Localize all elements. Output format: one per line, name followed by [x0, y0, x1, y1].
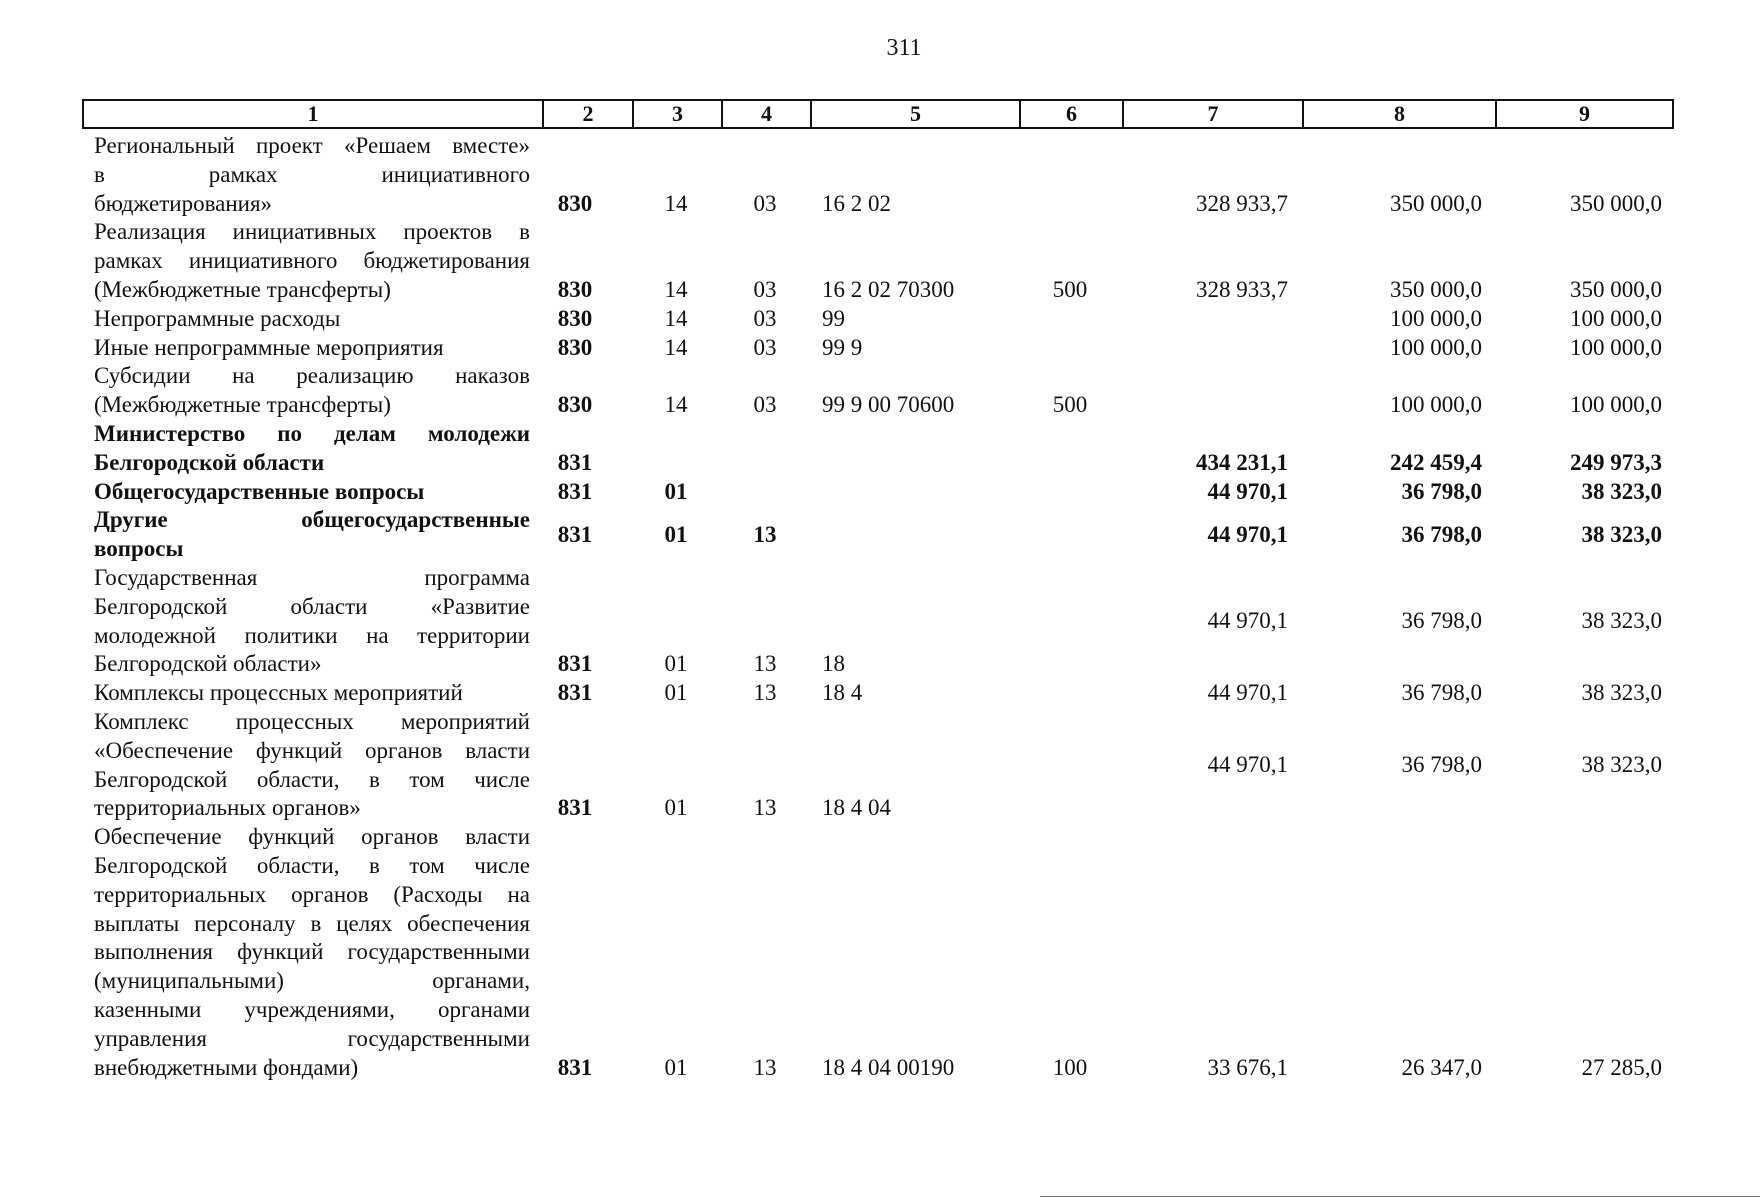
row-name-line: внебюджетными фондами) [94, 1054, 359, 1080]
row-name [94, 564, 530, 679]
header-col-3: 3 [634, 101, 723, 127]
table-header [82, 99, 1674, 129]
row-name [94, 218, 530, 304]
row-name-line: «Обеспечение функций органов власти [94, 737, 530, 763]
code-expense-type: 100 [1052, 1054, 1088, 1080]
amount-year-3: 27 285,0 [1581, 1054, 1662, 1080]
code-section: 14 [664, 334, 688, 360]
amount-year-3: 38 323,0 [1581, 521, 1662, 547]
code-target: 18 4 04 00190 [822, 1054, 955, 1080]
amount-year-1: 434 231,1 [1196, 449, 1288, 475]
row-name-line: территориальных органов» [94, 795, 361, 821]
row-name [94, 362, 530, 420]
row-name-line: казенными учреждениями, органами [94, 996, 530, 1022]
amount-year-2: 36 798,0 [1401, 478, 1482, 504]
amount-year-1: 44 970,1 [1207, 680, 1288, 706]
code-section: 01 [664, 478, 688, 504]
table-row [0, 334, 1760, 363]
code-admin: 831 [557, 449, 593, 475]
code-section: 01 [664, 521, 688, 547]
code-expense-type: 500 [1052, 392, 1088, 418]
amount-year-2: 242 459,4 [1390, 449, 1482, 475]
row-name-line: рамках инициативного бюджетирования [94, 248, 530, 274]
row-name [94, 708, 530, 823]
amount-year-2: 36 798,0 [1401, 680, 1482, 706]
amount-year-3: 38 323,0 [1581, 478, 1662, 504]
row-name-line: бюджетирования» [94, 190, 273, 216]
row-name-line: Белгородской области [94, 449, 325, 475]
code-section: 14 [664, 305, 688, 331]
code-admin: 830 [557, 334, 593, 360]
amount-year-2: 100 000,0 [1390, 305, 1482, 331]
row-name [94, 506, 530, 564]
amount-year-1: 44 970,1 [1207, 608, 1288, 634]
row-name [94, 305, 530, 334]
amount-year-3: 38 323,0 [1581, 608, 1662, 634]
table-body [0, 132, 1760, 1082]
header-col-2: 2 [544, 101, 634, 127]
header-col-6: 6 [1021, 101, 1124, 127]
amount-year-2: 100 000,0 [1390, 334, 1482, 360]
amount-year-3: 38 323,0 [1581, 752, 1662, 778]
table-row [0, 132, 1760, 218]
amount-year-1: 44 970,1 [1207, 521, 1288, 547]
code-target: 16 2 02 [822, 190, 891, 216]
row-name [94, 420, 530, 478]
row-name-line: Обеспечение функций органов власти [94, 824, 530, 850]
amount-year-1: 44 970,1 [1207, 752, 1288, 778]
code-target: 18 4 04 [822, 795, 891, 821]
amount-year-2: 350 000,0 [1390, 276, 1482, 302]
row-name-line: Общегосударственные вопросы [94, 478, 425, 504]
row-name-line: в рамках инициативного [94, 161, 530, 187]
amount-year-3: 100 000,0 [1570, 334, 1662, 360]
row-name-line: молодежной политики на территории [94, 622, 530, 648]
code-section: 01 [664, 680, 688, 706]
code-section: 01 [664, 651, 688, 677]
code-section: 01 [664, 795, 688, 821]
table-row [0, 362, 1760, 420]
code-expense-type: 500 [1052, 276, 1088, 302]
code-subsection: 13 [753, 795, 777, 821]
amount-year-3: 350 000,0 [1570, 190, 1662, 216]
row-name-line: Министерство по делам молодежи [94, 420, 530, 446]
row-name-line: Субсидии на реализацию наказов [94, 363, 530, 389]
header-col-8: 8 [1304, 101, 1497, 127]
table-row [0, 679, 1760, 708]
amount-year-1: 328 933,7 [1196, 276, 1288, 302]
code-subsection: 03 [753, 334, 777, 360]
table-row [0, 564, 1760, 679]
row-name-line: Региональный проект «Решаем вместе» [94, 133, 530, 158]
row-name [94, 478, 530, 507]
header-col-7: 7 [1124, 101, 1304, 127]
row-name-line: выполнения функций государственными [94, 939, 530, 965]
code-section: 14 [664, 392, 688, 418]
table-row [0, 478, 1760, 507]
row-name [94, 679, 530, 708]
amount-year-1: 44 970,1 [1207, 478, 1288, 504]
row-name [94, 132, 530, 218]
code-subsection: 13 [753, 521, 777, 547]
row-name-line: Белгородской области «Развитие [94, 593, 530, 619]
row-name [94, 334, 530, 363]
row-name-line: Комплексы процессных мероприятий [94, 680, 463, 706]
row-name-line: (Межбюджетные трансферты) [94, 276, 391, 302]
row-name-line: территориальных органов (Расходы на [94, 881, 530, 907]
row-name-line: Белгородской области, в том числе [94, 766, 530, 792]
code-target: 18 4 [822, 680, 863, 706]
table-row [0, 506, 1760, 564]
amount-year-2: 100 000,0 [1390, 392, 1482, 418]
code-admin: 830 [557, 276, 593, 302]
code-subsection: 03 [753, 305, 777, 331]
amount-year-2: 26 347,0 [1401, 1054, 1482, 1080]
code-admin: 830 [557, 305, 593, 331]
table-row [0, 305, 1760, 334]
amount-year-3: 350 000,0 [1570, 276, 1662, 302]
amount-year-2: 350 000,0 [1390, 190, 1482, 216]
amount-year-2: 36 798,0 [1401, 752, 1482, 778]
row-name-line: Реализация инициативных проектов в [94, 219, 530, 245]
code-subsection: 03 [753, 392, 777, 418]
header-col-5: 5 [812, 101, 1021, 127]
amount-year-3: 100 000,0 [1570, 392, 1662, 418]
table-row [0, 218, 1760, 304]
code-admin: 831 [557, 1054, 593, 1080]
code-subsection: 03 [753, 190, 777, 216]
code-target: 16 2 02 70300 [822, 276, 955, 302]
row-name [94, 823, 530, 1082]
row-name-line: Непрограммные расходы [94, 305, 341, 331]
amount-year-2: 36 798,0 [1401, 521, 1482, 547]
table-row [0, 823, 1760, 1082]
code-admin: 831 [557, 651, 593, 677]
code-subsection: 13 [753, 651, 777, 677]
amount-year-3: 100 000,0 [1570, 305, 1662, 331]
code-admin: 830 [557, 392, 593, 418]
code-target: 99 [822, 305, 845, 331]
code-subsection: 13 [753, 1054, 777, 1080]
code-admin: 830 [557, 190, 593, 216]
row-name-line: Белгородской области» [94, 651, 322, 677]
row-name-line: Государственная программа [94, 564, 530, 590]
row-name-line: (муниципальными) органами, [94, 968, 530, 994]
row-name-line: управления государственными [94, 1025, 530, 1051]
code-section: 01 [664, 1054, 688, 1080]
code-section: 14 [664, 190, 688, 216]
code-admin: 831 [557, 478, 593, 504]
code-target: 99 9 00 70600 [822, 392, 955, 418]
amount-year-1: 33 676,1 [1207, 1054, 1288, 1080]
code-target: 18 [822, 651, 845, 677]
header-col-4: 4 [723, 101, 812, 127]
header-col-9: 9 [1579, 101, 1590, 126]
header-col-1: 1 [84, 101, 544, 127]
code-admin: 831 [557, 521, 593, 547]
row-name-line: вопросы [94, 536, 184, 562]
code-admin: 831 [557, 795, 593, 821]
row-name-line: Иные непрограммные мероприятия [94, 334, 444, 360]
code-admin: 831 [557, 680, 593, 706]
row-name-line: Белгородской области, в том числе [94, 852, 530, 878]
page-number: 311 [886, 35, 922, 61]
code-section: 14 [664, 276, 688, 302]
row-name-line: Комплекс процессных мероприятий [94, 708, 530, 734]
amount-year-1: 328 933,7 [1196, 190, 1288, 216]
row-name-line: (Межбюджетные трансферты) [94, 392, 391, 418]
amount-year-2: 36 798,0 [1401, 608, 1482, 634]
code-subsection: 03 [753, 276, 777, 302]
row-name-line: Другие общегосударственные [94, 507, 530, 533]
row-name-line: выплаты персоналу в целях обеспечения [94, 910, 530, 936]
table-row [0, 420, 1760, 478]
amount-year-3: 38 323,0 [1581, 680, 1662, 706]
amount-year-3: 249 973,3 [1570, 449, 1662, 475]
code-target: 99 9 [822, 334, 863, 360]
bottom-rule [1040, 1196, 1760, 1197]
table-row [0, 708, 1760, 823]
code-subsection: 13 [753, 680, 777, 706]
